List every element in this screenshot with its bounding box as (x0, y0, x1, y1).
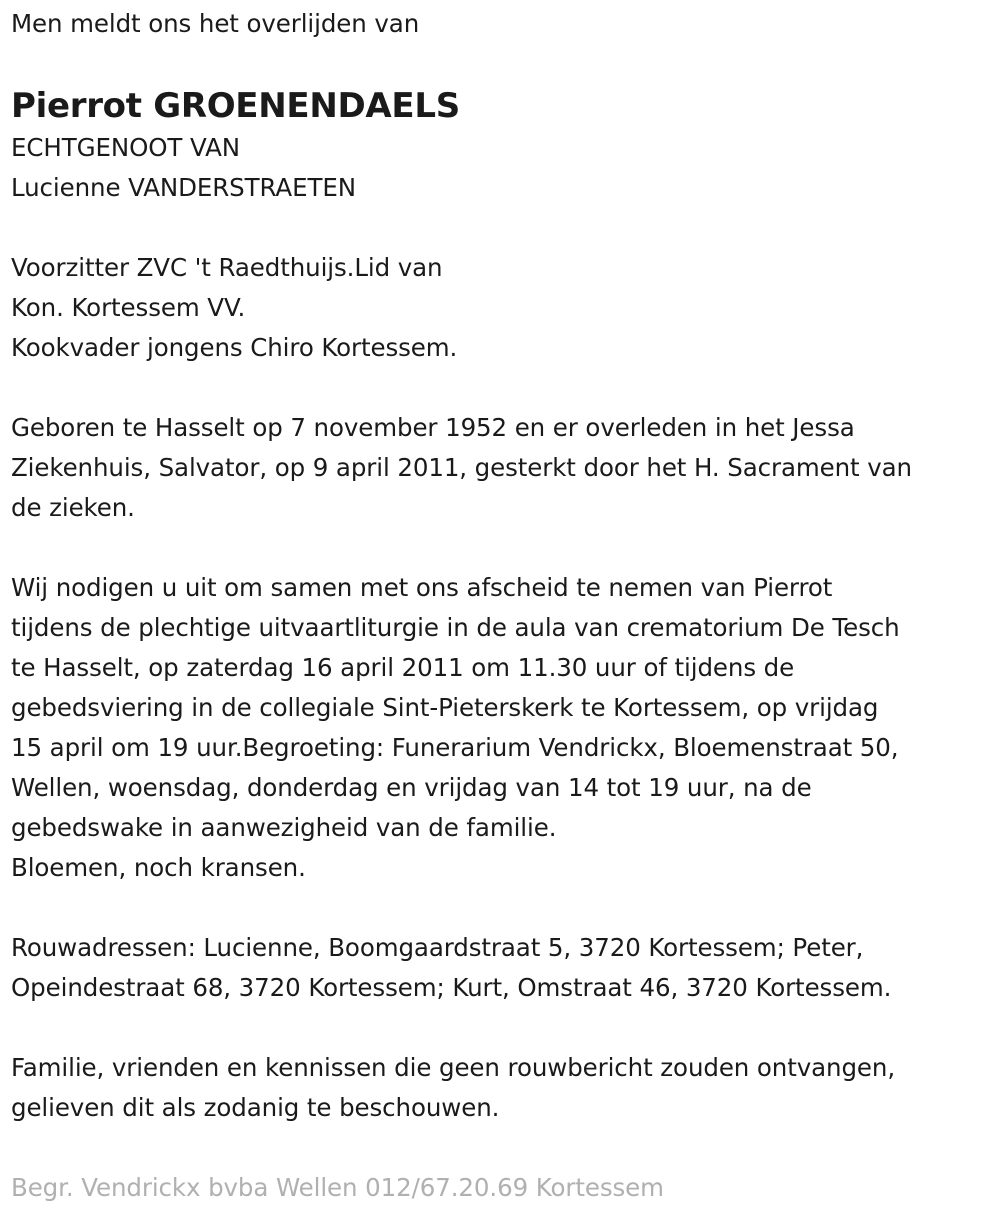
ceremony-line: Wellen, woensdag, donderdag en vrijdag van 14 tot 19 uur, na de (11, 773, 812, 802)
birth-death-line: de zieken. (11, 493, 135, 522)
ceremony-line: tijdens de plechtige uitvaartliturgie in de aula van crematorium De Tesch (11, 613, 900, 642)
closing-section (11, 1048, 996, 1128)
birth-death-line: Geboren te Hasselt op 7 november 1952 en er overleden in het Jessa (11, 413, 855, 442)
ceremony-line: Bloemen, noch kransen. (11, 853, 306, 882)
mourning-addresses-section (11, 928, 996, 1008)
birth-death-line: Ziekenhuis, Salvator, op 9 april 2011, gesterkt door het H. Sacrament van (11, 453, 912, 482)
ceremony-line: 15 april om 19 uur.Begroeting: Funerarium Vendrickx, Bloemenstraat 50, (11, 733, 899, 762)
obituary-document (11, 4, 996, 1208)
affiliations-section (11, 248, 996, 368)
mourning-address-line: Opeindestraat 68, 3720 Kortessem; Kurt, Omstraat 46, 3720 Kortessem. (11, 973, 892, 1002)
ceremony-line: te Hasselt, op zaterdag 16 april 2011 om 11.30 uur of tijdens de (11, 653, 795, 682)
closing-line: Familie, vrienden en kennissen die geen rouwbericht zouden ontvangen, (11, 1053, 896, 1082)
affiliation-line: Kon. Kortessem VV. (11, 293, 246, 322)
relation-text: ECHTGENOOT VAN (11, 133, 240, 162)
birth-death-section (11, 408, 996, 528)
deceased-name: Pierrot GROENENDAELS (11, 86, 460, 126)
affiliation-line: Kookvader jongens Chiro Kortessem. (11, 333, 458, 362)
affiliation-line: Voorzitter ZVC 't Raedthuijs.Lid van (11, 253, 443, 282)
closing-line: gelieven dit als zodanig te beschouwen. (11, 1093, 500, 1122)
mourning-address-line: Rouwadressen: Lucienne, Boomgaardstraat 5, 3720 Kortessem; Peter, (11, 933, 864, 962)
ceremony-line: gebedswake in aanwezigheid van de familie. (11, 813, 557, 842)
intro-text: Men meldt ons het overlijden van (11, 9, 420, 38)
ceremony-line: Wij nodigen u uit om samen met ons afscheid te nemen van Pierrot (11, 573, 833, 602)
deceased-section (11, 84, 996, 208)
funeral-home-footer: Begr. Vendrickx bvba Wellen 012/67.20.69 Kortessem (11, 1173, 664, 1202)
ceremony-section (11, 568, 996, 888)
ceremony-line: gebedsviering in de collegiale Sint-Pieterskerk te Kortessem, op vrijdag (11, 693, 879, 722)
spouse-name: Lucienne VANDERSTRAETEN (11, 173, 356, 202)
